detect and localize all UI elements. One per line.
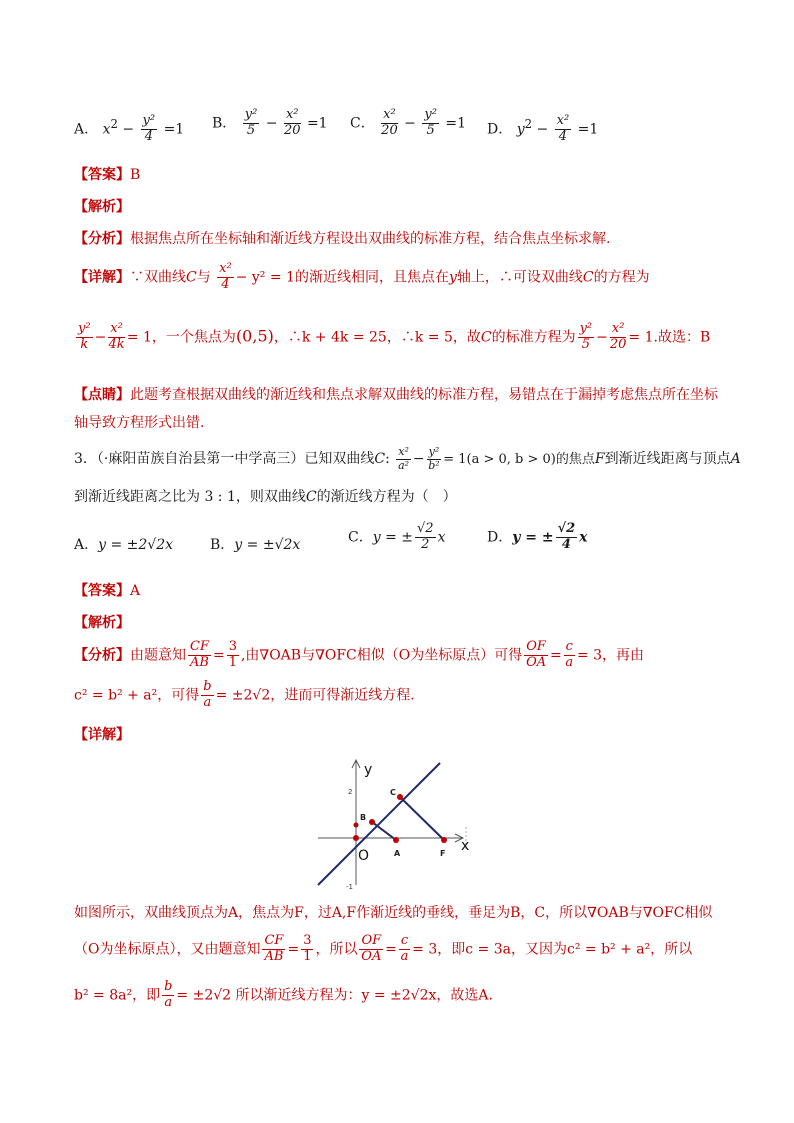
axis-point [354, 823, 359, 828]
text-seg: = 1(a > 0, b > 0)的焦点 [443, 452, 595, 468]
q2-option-b [212, 108, 328, 139]
option-math: y = ± [372, 529, 413, 546]
answer-value: B [130, 167, 141, 183]
asymptote-figure [310, 755, 480, 890]
answer-tag: 【答案】 [74, 583, 130, 599]
text-seg: = ±2√2 所以渐近线方程为：y = ±2√2x，故选A. [176, 987, 493, 1004]
text-seg: 由题意知 [130, 647, 186, 664]
option-letter: A． [74, 537, 99, 553]
text-seg: = [212, 647, 225, 664]
q2-option-d [487, 114, 598, 145]
point-b [369, 819, 375, 825]
option-rhs: =1 [445, 115, 467, 132]
text-seg: 的渐近线方程为（ ） [316, 489, 457, 505]
q2-option-c [350, 108, 466, 139]
fraction: $\frac{c}{a}$ [565, 639, 574, 670]
text-seg: 的标准方程为 [491, 329, 576, 346]
dianjing-tag: 【点睛】 [74, 387, 130, 403]
answer-tag: 【答案】 [74, 167, 130, 183]
fenxi-tag: 【分析】 [74, 647, 130, 664]
fraction: $\frac{CF}{AB}$ [264, 933, 284, 964]
tick-2: 2 [348, 788, 353, 796]
q3-fenxi-line1 [74, 640, 644, 671]
fraction: $\frac{\text{y²}}{k}$ [78, 321, 91, 352]
option-letter: B． [212, 115, 237, 132]
text-seg: = 1.故选：B [628, 329, 711, 346]
text-seg: （O为坐标原点），又由题意知 [74, 941, 261, 958]
text-seg: ，所以 [315, 941, 358, 958]
q2-detail-line2: $\frac{\text{y²}}{k}$ − $\frac{\text{x²}}{4k}$ = 1，一个焦点为(0,5)，∴k + 4k = 25，∴k = 5，故C的标准方程为 $\frac{\text{y²}}{5}$ − $\frac{\text{x²}}{20}$ = 1.故选：B [78, 321, 711, 352]
tick-neg1: -1 [346, 883, 353, 890]
option-minus: − [122, 121, 135, 138]
point-label-b: B [360, 813, 367, 822]
fenxi-tag: 【分析】 [74, 231, 130, 247]
option-letter: A． [74, 121, 99, 138]
detail-tag: 【详解】 [74, 269, 130, 286]
option-math: y = ± [512, 529, 554, 546]
option-letter: B． [210, 537, 235, 553]
y-label: y [364, 762, 373, 778]
q3-detail-line1: 如图所示，双曲线顶点为A，焦点为F，过A,F作渐近线的垂线，垂足为B，C，所以∇OAB与∇OFC相似 [74, 905, 713, 921]
math-var: C [374, 451, 386, 468]
dianjing-text: 此题考查根据双曲线的渐近线和焦点求解双曲线的标准方程，易错点在于漏掉考虑焦点所在坐标 [130, 387, 718, 403]
point-label-c: C [390, 788, 396, 797]
option-math: x [437, 529, 446, 546]
text-seg: = [549, 647, 562, 664]
option-term: x [102, 121, 111, 138]
fraction: $\frac{OF}{OA}$ [526, 639, 547, 670]
option-exp: 2 [110, 116, 118, 131]
q3-detail-line3 [74, 980, 493, 1011]
option-fraction: $\frac{\text{y²}}{5}$ [424, 107, 437, 138]
origin-label: O [358, 848, 370, 864]
point-c [397, 794, 403, 800]
fraction: $\frac{√2}{2}$ [417, 521, 434, 552]
text-seg: 与 [196, 269, 211, 286]
text-seg: = 3，即c = 3a，又因为c² = b² + a²，所以 [412, 941, 693, 958]
text-seg: = [385, 941, 397, 958]
perpendicular-cf [400, 797, 444, 840]
text-seg: = 1，一个焦点为 [126, 329, 236, 346]
math-var: y [448, 269, 457, 286]
option-rhs: =1 [163, 121, 185, 138]
q3-option-c [348, 522, 445, 553]
fraction: $\frac{√2}{4}$ [557, 521, 576, 552]
math-var: C [305, 489, 317, 505]
text-seg: 到渐近线距离与顶点 [604, 451, 731, 468]
text-seg: = ±2√2，进而可得渐近线方程. [215, 687, 415, 704]
fraction: $\frac{b}{a}$ [164, 979, 173, 1010]
fraction: $\frac{\text{x²}}{\text{a²}}$ [398, 445, 410, 472]
q3-analysis-tag: 【解析】 [74, 615, 130, 631]
point-label-a: A [394, 849, 401, 858]
option-fraction: $\frac{\text{y²}}{4}$ [142, 113, 156, 144]
option-letter: D． [487, 121, 513, 138]
text-seg: = [287, 941, 300, 958]
option-rhs: =1 [577, 121, 599, 138]
text-seg: ∵双曲线 [130, 269, 186, 286]
fraction: $\frac{b}{a}$ [203, 679, 212, 710]
q3-option-d [487, 522, 588, 553]
fraction: $\frac{\text{y²}}{\text{b²}}$ [428, 445, 440, 472]
fraction: $\frac{3}{1}$ [228, 639, 237, 670]
fraction: $\frac{CF}{AB}$ [190, 639, 209, 670]
text-seg: c² = b² + a²，可得 [74, 687, 200, 704]
option-minus: − [536, 121, 549, 138]
q2-detail-line1 [74, 262, 650, 293]
option-exp: 2 [524, 116, 533, 131]
q3-stem-line2 [74, 486, 457, 506]
option-minus: − [404, 115, 416, 132]
math-var: A [730, 451, 741, 468]
asymptote-line [318, 763, 440, 885]
fraction: $\frac{3}{1}$ [303, 933, 312, 964]
answer-value: A [130, 583, 141, 599]
fraction: $\frac{c}{a}$ [400, 933, 409, 964]
q3-detail-tag: 【详解】 [74, 727, 130, 743]
option-term: y [516, 121, 525, 138]
q2-dianjing [74, 384, 718, 404]
q3-option-b [210, 534, 300, 554]
q2-fenxi [74, 228, 610, 248]
perpendicular-ab [372, 822, 396, 840]
text-seg: : [385, 451, 390, 468]
text-seg: = 3，再由 [576, 647, 645, 664]
q2-option-a [74, 114, 184, 145]
fraction: $\frac{\text{y²}}{5}$ [579, 321, 593, 352]
fraction: $\frac{OF}{OA}$ [361, 933, 382, 964]
point-label-f: F [440, 849, 446, 858]
option-math: y = ±√2x [234, 537, 301, 553]
option-minus: − [265, 115, 278, 132]
text-seg: 轴上，∴可设双曲线 [456, 269, 583, 286]
text-seg: 到渐近线距离之比为 3 : 1，则双曲线 [74, 489, 306, 505]
point-f [441, 837, 447, 843]
option-math: x [579, 529, 588, 546]
option-letter: C． [348, 529, 373, 546]
option-math: y = ±2√2x [98, 537, 174, 553]
math-var: F [594, 451, 605, 468]
fraction: $\frac{\text{x²}}{4k}$ [108, 321, 125, 352]
q3-fenxi-line2 [74, 680, 415, 711]
option-fraction: $\frac{\text{x²}}{20}$ [381, 107, 398, 138]
math-var: C [582, 269, 594, 286]
text-seg: ,由∇OAB与∇OFC相似（O为坐标原点）可得 [240, 647, 523, 664]
text-seg: ，∴k + 4k = 25，∴k = 5，故 [273, 329, 481, 346]
option-fraction: $\frac{\text{x²}}{20}$ [283, 107, 301, 138]
fenxi-text: 根据焦点所在坐标轴和渐近线方程设出双曲线的标准方程，结合焦点坐标求解. [130, 231, 611, 247]
q3-option-a [74, 534, 173, 554]
option-letter: C． [350, 115, 375, 132]
option-rhs: =1 [306, 115, 328, 132]
math-var: C [186, 269, 197, 286]
q3-detail-line2 [74, 934, 692, 965]
origin-point [353, 835, 359, 841]
text-seg: 的方程为 [593, 269, 650, 286]
math-var: C [480, 329, 492, 346]
option-fraction: $\frac{\text{y²}}{5}$ [244, 107, 258, 138]
option-letter: D． [487, 529, 513, 546]
fraction: $\frac{\text{x²}}{20}$ [609, 321, 627, 352]
q2-answer [74, 164, 140, 184]
q2-dianjing-line2: 轴导致方程形式出错. [74, 415, 205, 431]
fraction: $\frac{\text{x²}}{4}$ [219, 261, 232, 292]
text-seg: 3．（·麻阳苗族自治县第一中学高三）已知双曲线 [74, 451, 375, 468]
math-seg: (0,5) [235, 326, 274, 346]
x-label: x [461, 838, 470, 854]
text-seg: − y² = 1的渐近线相同，且焦点在 [235, 269, 449, 286]
point-a [393, 837, 399, 843]
option-fraction: $\frac{\text{x²}}{4}$ [556, 113, 570, 144]
q2-analysis-tag: 【解析】 [74, 199, 130, 215]
q3-answer [74, 580, 140, 600]
text-seg: b² = 8a²，即 [74, 987, 161, 1004]
q3-stem-line1: 3．（·麻阳苗族自治县第一中学高三）已知双曲线C: $\frac{\text{x²}}{\text{a²}}$ − $\frac{\text{y²}}{\text{b²}}$ = 1(a > 0, b > 0)的焦点F到渐近线距离与顶点A [74, 445, 741, 472]
